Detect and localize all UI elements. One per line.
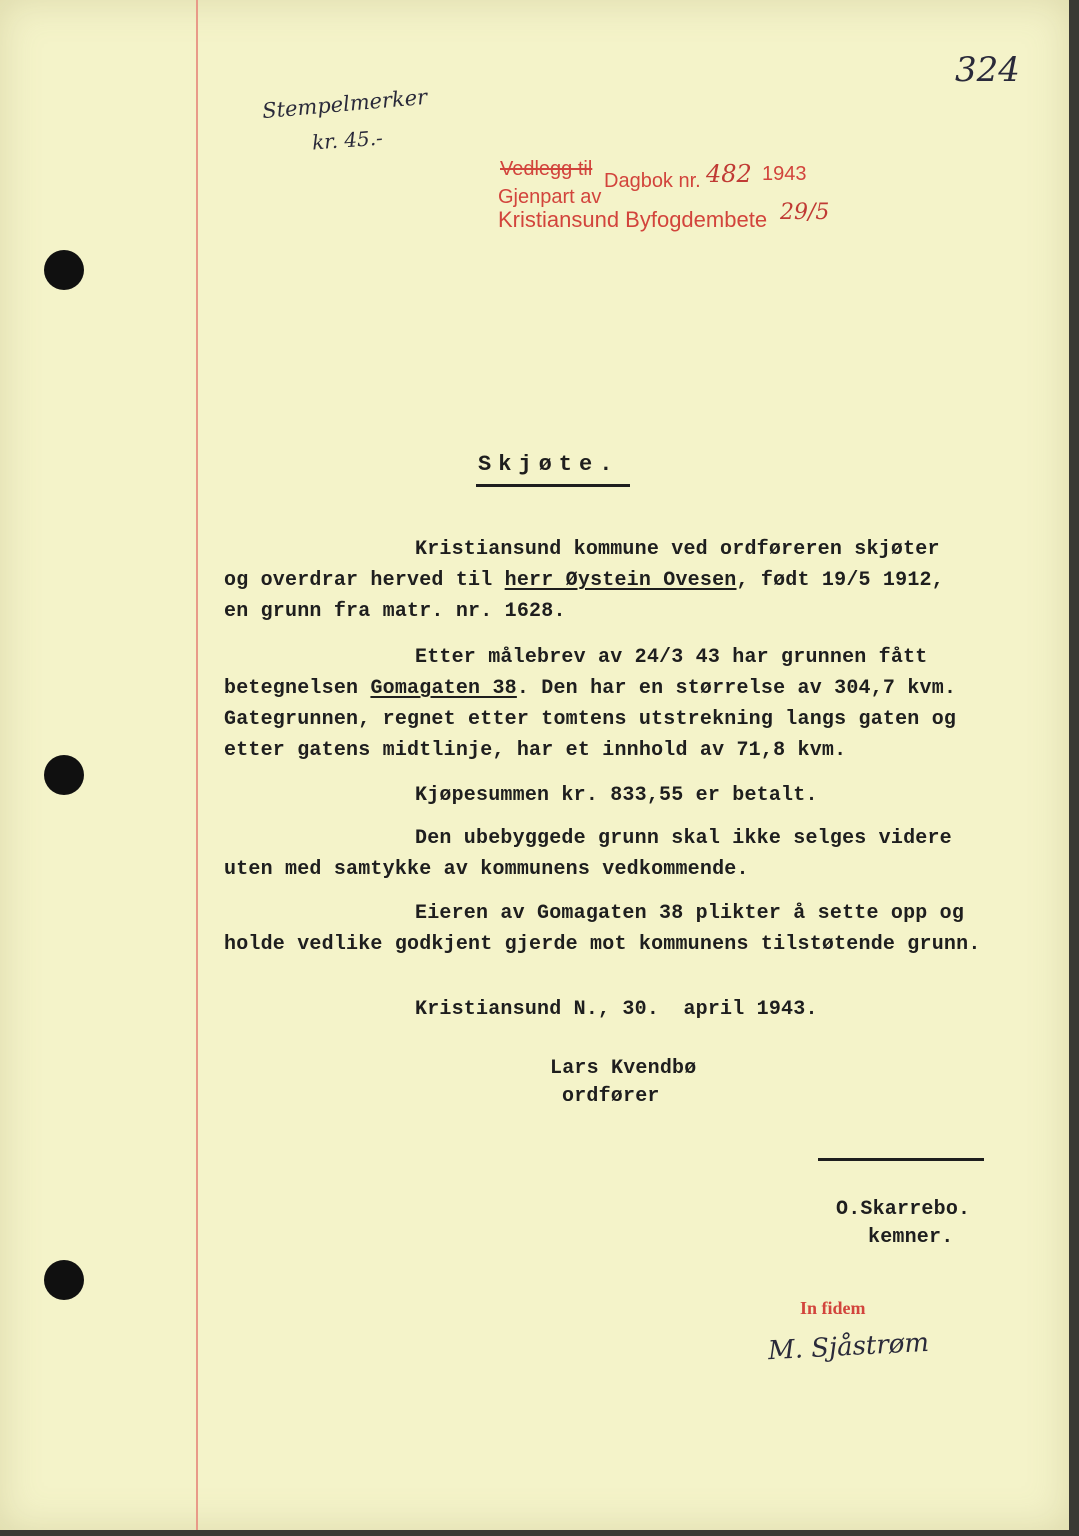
buyer-name: herr Øystein Ovesen (504, 569, 737, 592)
body-line: etter gatens midtlinje, har et innhold av 71,8 kvm. (224, 739, 847, 762)
punch-hole (44, 755, 84, 795)
stamp-dagbok-label: Dagbok nr. (604, 170, 701, 192)
signature-line (818, 1158, 984, 1161)
street-address: Gomagaten 38 (370, 677, 517, 700)
stamp-dagbok-number: 482 (706, 160, 752, 188)
margin-line (196, 0, 198, 1530)
treasurer-name: O.Skarrebo. (836, 1198, 971, 1221)
body-line: Gategrunnen, regnet etter tomtens utstrekning langs gaten og (224, 708, 957, 731)
page-number: 324 (955, 50, 1020, 90)
place-date: Kristiansund N., 30. april 1943. (415, 998, 818, 1021)
body-line: holde vedlike godkjent gjerde mot kommunens tilstøtende grunn. (224, 933, 981, 956)
fidem-signature: M. Sjåstrøm (767, 1327, 930, 1367)
body-line: og overdrar herved til herr Øystein Ovesen, født 19/5 1912, (224, 569, 944, 592)
mayor-name: Lars Kvendbø (550, 1057, 697, 1080)
stamp-office: Kristiansund Byfogdembete (498, 207, 768, 232)
stamp-duty-line1: Stempelmerker (261, 84, 429, 124)
stamp-year: 1943 (762, 163, 807, 185)
stamp-crossed-text: Vedlegg til (500, 158, 593, 180)
punch-hole (44, 250, 84, 290)
body-line: betegnelsen Gomagaten 38. Den har en størrelse av 304,7 kvm. (224, 677, 957, 700)
stamp-duty-line2: kr. 45.- (311, 125, 384, 155)
mayor-title: ordfører (562, 1085, 660, 1108)
body-line: Den ubebyggede grunn skal ikke selges videre (415, 827, 952, 850)
stamp-date: 29/5 (780, 200, 830, 225)
document-title: Skjøte. (478, 452, 620, 477)
body-line: Kjøpesummen kr. 833,55 er betalt. (415, 784, 818, 807)
body-line: uten med samtykke av kommunens vedkommende. (224, 858, 749, 881)
in-fidem-stamp: In fidem (800, 1298, 866, 1318)
body-line: Kristiansund kommune ved ordføreren skjøter (415, 538, 940, 561)
punch-hole (44, 1260, 84, 1300)
stamp-copy-of: Gjenpart av (498, 186, 602, 208)
body-line: Etter målebrev av 24/3 43 har grunnen fått (415, 646, 928, 669)
body-line: en grunn fra matr. nr. 1628. (224, 600, 566, 623)
treasurer-title: kemner. (868, 1226, 954, 1249)
body-line: Eieren av Gomagaten 38 plikter å sette opp og (415, 902, 965, 925)
title-underline (476, 484, 630, 487)
